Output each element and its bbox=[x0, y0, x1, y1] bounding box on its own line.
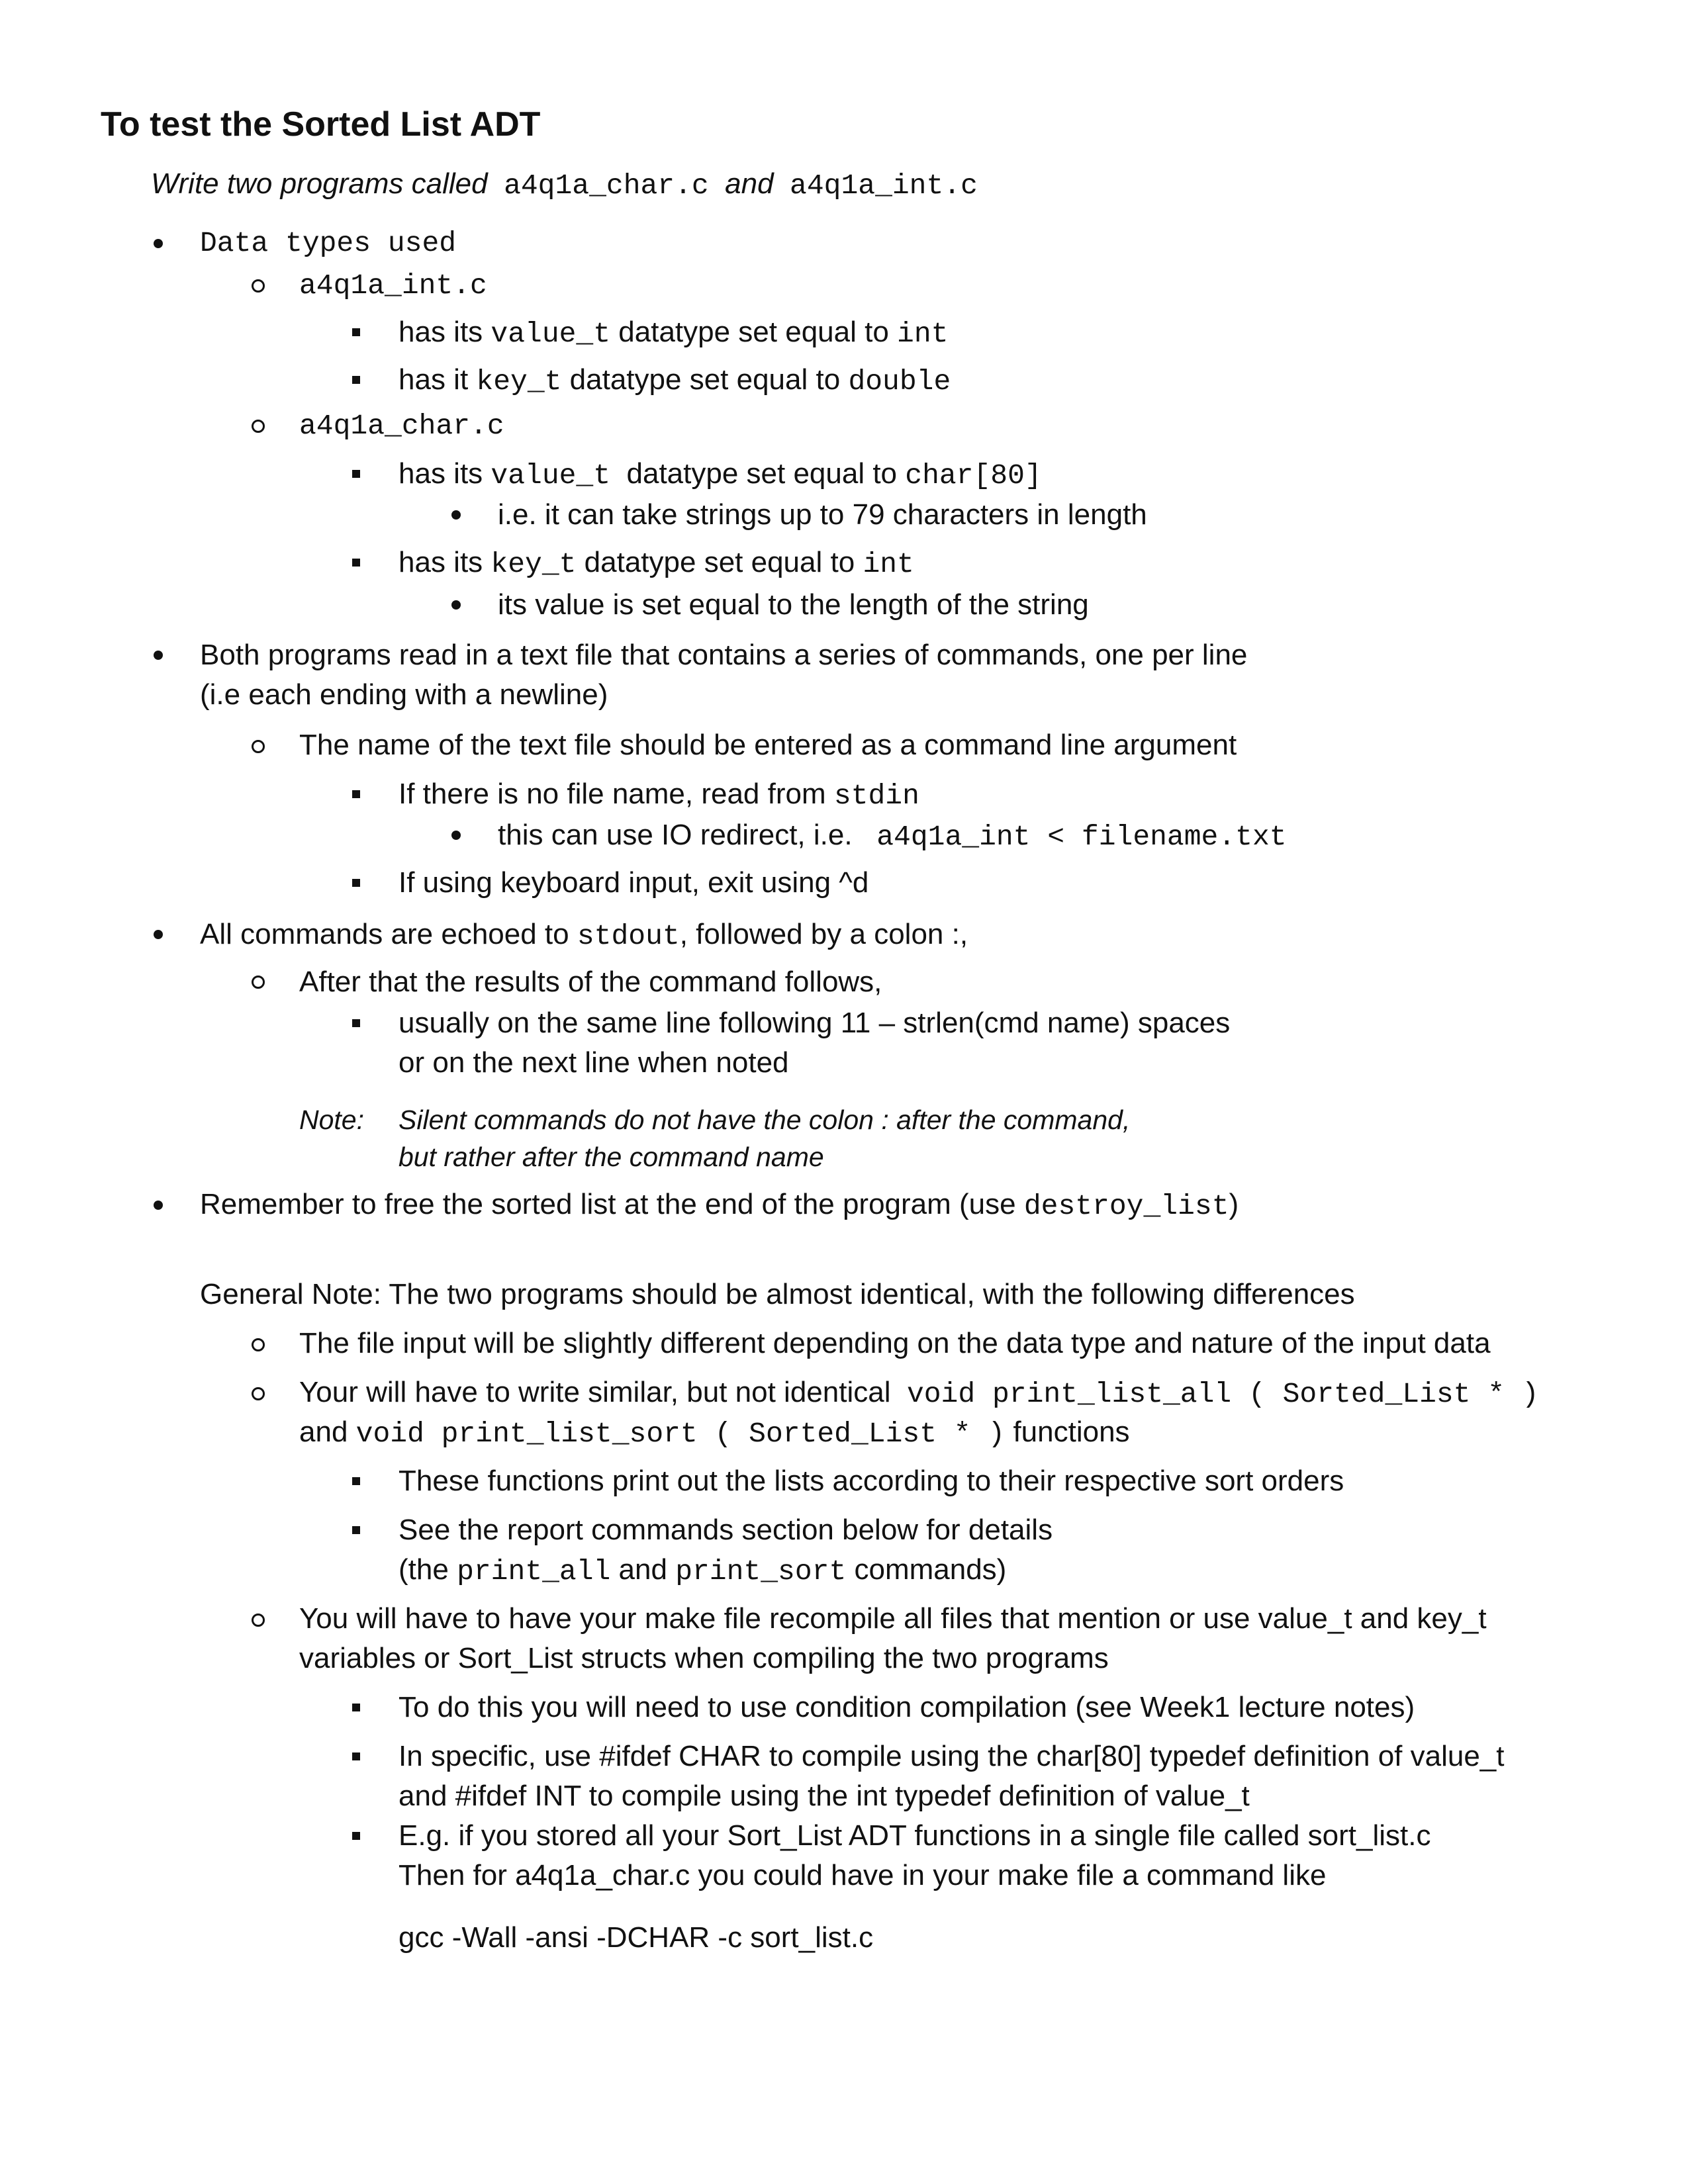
echo-line bbox=[200, 915, 968, 956]
bullet-square-icon bbox=[352, 559, 360, 567]
nofile-line bbox=[399, 774, 919, 816]
diff-3-sub-3a: E.g. if you stored all your Sort_List ADT functions in a single file called sort_list.c bbox=[399, 1819, 1431, 1852]
bullet-circle-icon bbox=[252, 420, 265, 433]
bullet-square-icon bbox=[352, 1704, 360, 1711]
code: key_t bbox=[476, 365, 562, 398]
intro-line bbox=[151, 164, 978, 206]
code: a4q1a_int < filename.txt bbox=[876, 821, 1287, 853]
bullet-square-icon bbox=[352, 1526, 360, 1534]
intro-file-int: a4q1a_int.c bbox=[790, 169, 978, 202]
bullet-circle-icon bbox=[252, 740, 265, 753]
usually-line-2: or on the next line when noted bbox=[399, 1046, 789, 1079]
text: this can use IO redirect, i.e. bbox=[498, 819, 853, 851]
bullet-circle-icon bbox=[252, 1387, 265, 1400]
text: functions bbox=[1013, 1416, 1130, 1448]
bullet-dot-icon bbox=[451, 510, 461, 520]
general-heading: General Note: The two programs should be almost identical, with the following differences bbox=[200, 1278, 1355, 1310]
note-line-2: but rather after the command name bbox=[399, 1142, 824, 1172]
text: and bbox=[299, 1416, 348, 1448]
bullet-square-icon bbox=[352, 1832, 360, 1840]
diff-3-line-1: You will have to have your make file recompile all files that mention or use value_t and key_t bbox=[299, 1602, 1487, 1635]
diff-3-sub-1: To do this you will need to use condition compilation (see Week1 lecture notes) bbox=[399, 1691, 1415, 1723]
bullet-circle-icon bbox=[252, 1338, 265, 1351]
note-label: Note: bbox=[299, 1105, 364, 1135]
bullet-square-icon bbox=[352, 1752, 360, 1760]
bullet-dot-icon bbox=[154, 651, 163, 660]
diff-2-sub-1: These functions print out the lists according to their respective sort orders bbox=[399, 1465, 1344, 1497]
bullet-circle-icon bbox=[252, 976, 265, 989]
char-value-line bbox=[399, 454, 1042, 496]
char-file-label: a4q1a_char.c bbox=[299, 410, 504, 442]
bullet-square-icon bbox=[352, 879, 360, 887]
diff-2-sub-2b bbox=[399, 1550, 1006, 1592]
bullet-square-icon bbox=[352, 376, 360, 384]
text: datatype set equal to bbox=[626, 457, 898, 490]
code: key_t bbox=[491, 548, 577, 580]
char-key-line bbox=[399, 543, 914, 584]
text: datatype set equal to bbox=[618, 316, 889, 348]
read-line-2: (i.e each ending with a newline) bbox=[200, 678, 608, 711]
note-line-1: Silent commands do not have the colon : after the command, bbox=[399, 1105, 1131, 1135]
code: int bbox=[897, 318, 949, 350]
diff-3-sub-2b: and #ifdef INT to compile using the int typedef definition of value_t bbox=[399, 1780, 1250, 1812]
diff-1: The file input will be slightly different depending on the data type and nature of the input data bbox=[299, 1327, 1491, 1359]
int-key-line bbox=[399, 360, 951, 402]
text: Your will have to write similar, but not identical bbox=[299, 1376, 891, 1408]
text: datatype set equal to bbox=[569, 363, 841, 396]
intro-file-char: a4q1a_char.c bbox=[504, 169, 709, 202]
code: print_all bbox=[457, 1555, 611, 1588]
code: char[80] bbox=[905, 459, 1042, 492]
code: print_sort bbox=[675, 1555, 847, 1588]
code: double bbox=[848, 365, 951, 398]
text: ) bbox=[1229, 1188, 1239, 1220]
gcc-command: gcc -Wall -ansi -DCHAR -c sort_list.c bbox=[399, 1921, 874, 1954]
diff-3-sub-3b: Then for a4q1a_char.c you could have in your make file a command like bbox=[399, 1859, 1327, 1891]
code: stdin bbox=[833, 780, 919, 812]
after-line: After that the results of the command follows, bbox=[299, 966, 882, 998]
bullet-circle-icon bbox=[252, 1614, 265, 1627]
text: and bbox=[618, 1553, 667, 1586]
bullet-dot-icon bbox=[154, 930, 163, 939]
char-key-note: its value is set equal to the length of the string bbox=[498, 588, 1089, 621]
page-title: To test the Sorted List ADT bbox=[101, 105, 541, 144]
bullet-square-icon bbox=[352, 1477, 360, 1485]
keyboard-line: If using keyboard input, exit using ^d bbox=[399, 866, 869, 899]
read-line-1: Both programs read in a text file that contains a series of commands, one per line bbox=[200, 639, 1248, 671]
diff-3-line-2: variables or Sort_List structs when compiling the two programs bbox=[299, 1642, 1109, 1674]
text: has its bbox=[399, 316, 483, 348]
code: destroy_list bbox=[1023, 1190, 1229, 1222]
text: has it bbox=[399, 363, 469, 396]
text: All commands are echoed to bbox=[200, 918, 569, 950]
int-value-line bbox=[399, 312, 948, 354]
text: has its bbox=[399, 457, 483, 490]
bullet-square-icon bbox=[352, 328, 360, 336]
text: Remember to free the sorted list at the end of the program (use bbox=[200, 1188, 1016, 1220]
code: int bbox=[863, 548, 914, 580]
text: If there is no file name, read from bbox=[399, 778, 826, 810]
usually-line-1: usually on the same line following 11 – strlen(cmd name) spaces bbox=[399, 1007, 1231, 1039]
text: (the bbox=[399, 1553, 449, 1586]
bullet-dot-icon bbox=[451, 600, 461, 610]
free-line bbox=[200, 1185, 1239, 1226]
text: , followed by a colon :, bbox=[679, 918, 968, 950]
bullet-dot-icon bbox=[154, 1201, 163, 1210]
diff-2-line-2 bbox=[299, 1412, 1130, 1454]
text: has its bbox=[399, 546, 483, 578]
char-value-note: i.e. it can take strings up to 79 characters in length bbox=[498, 498, 1147, 531]
intro-prefix: Write two programs called bbox=[151, 167, 488, 200]
bullet-dot-icon bbox=[154, 239, 163, 248]
text: datatype set equal to bbox=[584, 546, 855, 578]
bullet-dot-icon bbox=[451, 831, 461, 840]
code: value_t bbox=[491, 318, 611, 350]
code: value_t bbox=[491, 459, 611, 492]
diff-2-line-1 bbox=[299, 1373, 1539, 1414]
cmdline-line: The name of the text file should be entered as a command line argument bbox=[299, 729, 1237, 761]
bullet-square-icon bbox=[352, 790, 360, 798]
bullet-square-icon bbox=[352, 470, 360, 478]
bullet-square-icon bbox=[352, 1019, 360, 1027]
code: void print_list_sort ( Sorted_List * ) bbox=[355, 1418, 1006, 1450]
text: commands) bbox=[854, 1553, 1007, 1586]
diff-3-sub-2a: In specific, use #ifdef CHAR to compile using the char[80] typedef definition of value_t bbox=[399, 1740, 1505, 1772]
redirect-line bbox=[498, 815, 1287, 857]
data-types-label: Data types used bbox=[200, 227, 457, 259]
code: stdout bbox=[577, 920, 680, 952]
intro-and: and bbox=[725, 167, 774, 200]
code: void print_list_all ( Sorted_List * ) bbox=[906, 1378, 1539, 1410]
bullet-circle-icon bbox=[252, 279, 265, 293]
int-file-label: a4q1a_int.c bbox=[299, 269, 487, 302]
diff-2-sub-2a: See the report commands section below for details bbox=[399, 1514, 1053, 1546]
